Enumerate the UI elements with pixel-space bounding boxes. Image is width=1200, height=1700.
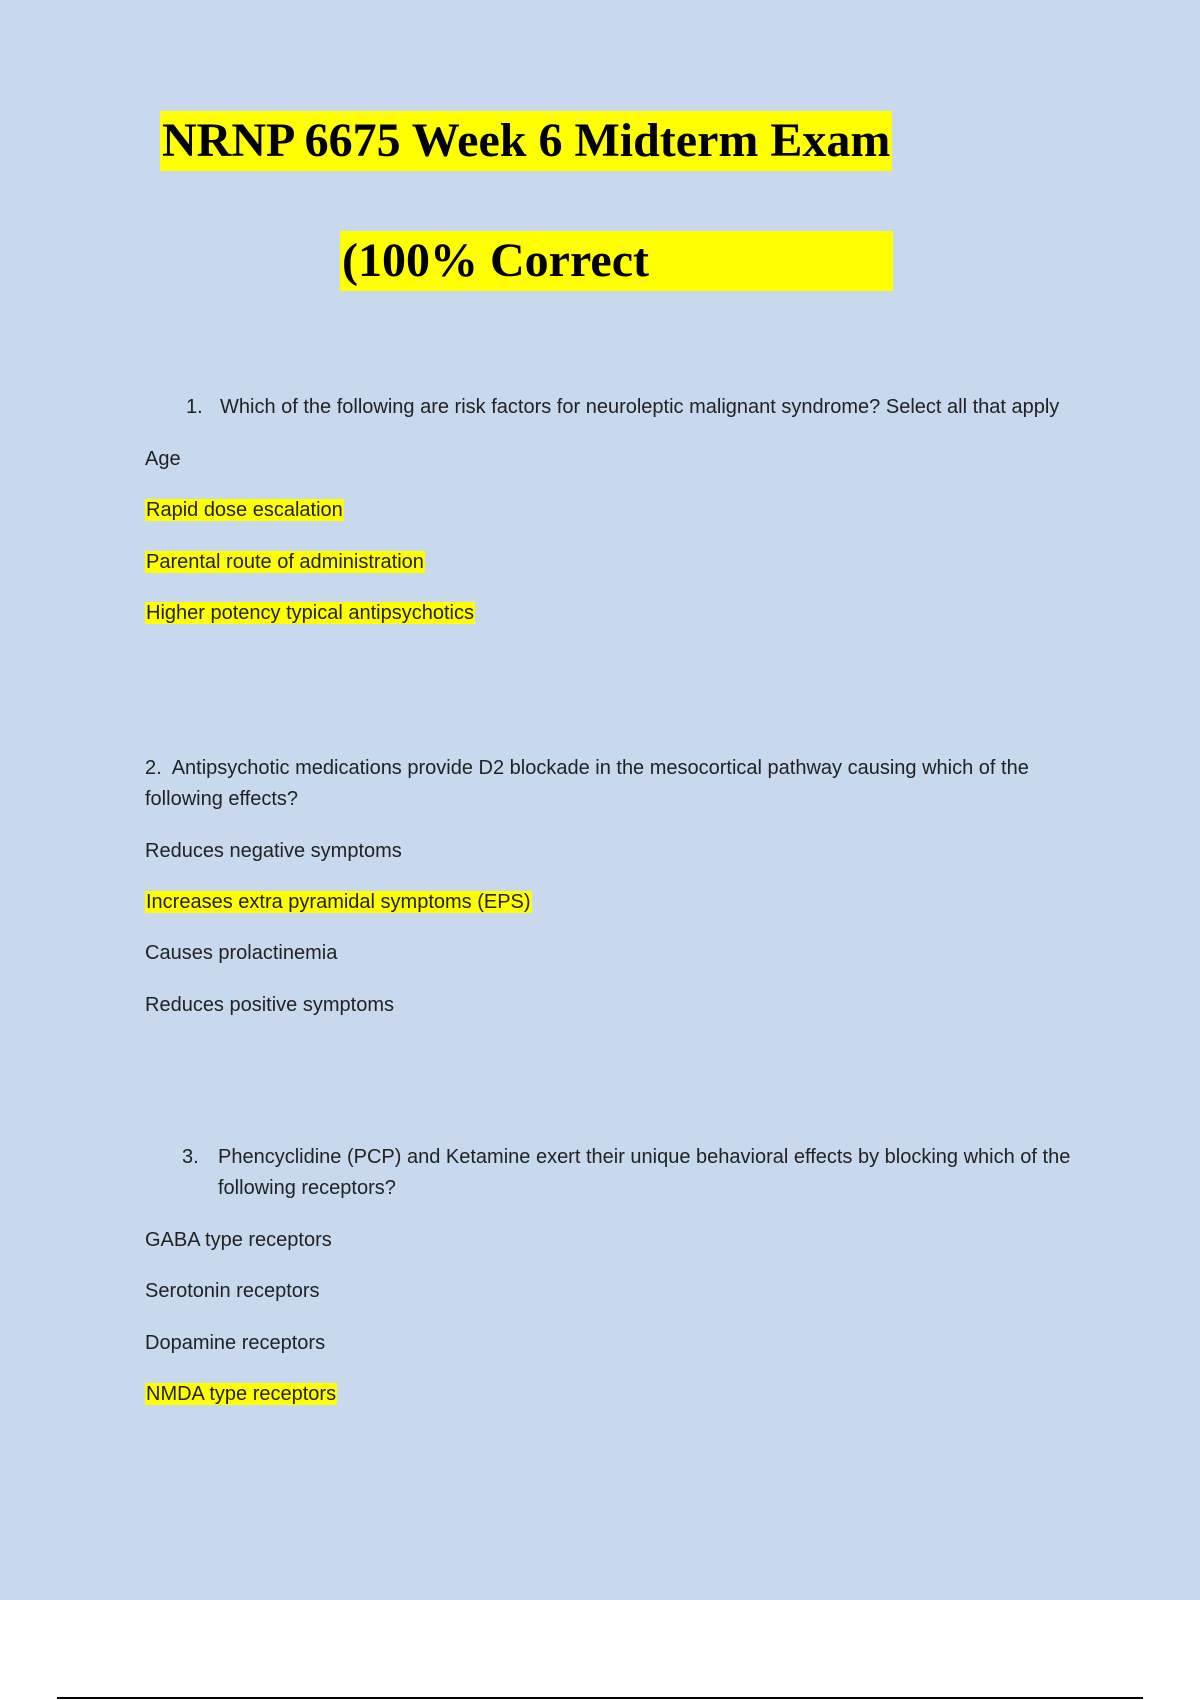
question-2 xyxy=(145,753,1075,815)
answer-option-label: Age xyxy=(145,448,181,470)
answer-option xyxy=(145,940,337,966)
question-number: 2. xyxy=(145,757,162,779)
question-number: 3. xyxy=(182,1146,199,1168)
answer-option-label: Increases extra pyramidal symptoms (EPS) xyxy=(146,891,531,913)
answer-option-label: Causes prolactinemia xyxy=(145,942,338,964)
answer-option-correct xyxy=(145,600,475,626)
answer-option-label: Higher potency typical antipsychotics xyxy=(146,602,474,624)
question-text: Antipsychotic medications provide D2 blockade in the mesocortical pathway causing which of the following effects? xyxy=(145,757,1029,810)
answer-option-label: NMDA type receptors xyxy=(146,1383,337,1405)
answer-option xyxy=(145,446,181,472)
question-text: Which of the following are risk factors for neuroleptic malignant syndrome? Select all that apply xyxy=(220,396,1060,418)
answer-option-label: Rapid dose escalation xyxy=(146,499,343,521)
title-line-2: (100% Correct xyxy=(340,231,893,291)
question-1 xyxy=(186,392,1059,423)
title-line-1: NRNP 6675 Week 6 Midterm Exam xyxy=(160,111,892,171)
answer-option-label: Dopamine receptors xyxy=(145,1332,326,1354)
answer-option-correct xyxy=(145,889,532,915)
answer-option xyxy=(145,1278,320,1304)
answer-option-correct xyxy=(145,1381,337,1407)
answer-option xyxy=(145,1330,325,1356)
question-3 xyxy=(182,1142,1102,1204)
question-text: Phencyclidine (PCP) and Ketamine exert their unique behavioral effects by blocking which of the following receptors? xyxy=(218,1146,1071,1199)
answer-option xyxy=(145,838,402,864)
footer-rule xyxy=(57,1697,1143,1699)
answer-option-label: Parental route of administration xyxy=(146,551,424,573)
answer-option-label: Reduces negative symptoms xyxy=(145,840,402,862)
answer-option-label: GABA type receptors xyxy=(145,1229,332,1251)
answer-option xyxy=(145,992,394,1018)
answer-option-correct xyxy=(145,549,425,575)
question-number: 1. xyxy=(186,396,203,418)
answer-option-label: Reduces positive symptoms xyxy=(145,994,394,1016)
answer-option xyxy=(145,1227,332,1253)
answer-option-correct xyxy=(145,497,344,523)
answer-option-label: Serotonin receptors xyxy=(145,1280,320,1302)
